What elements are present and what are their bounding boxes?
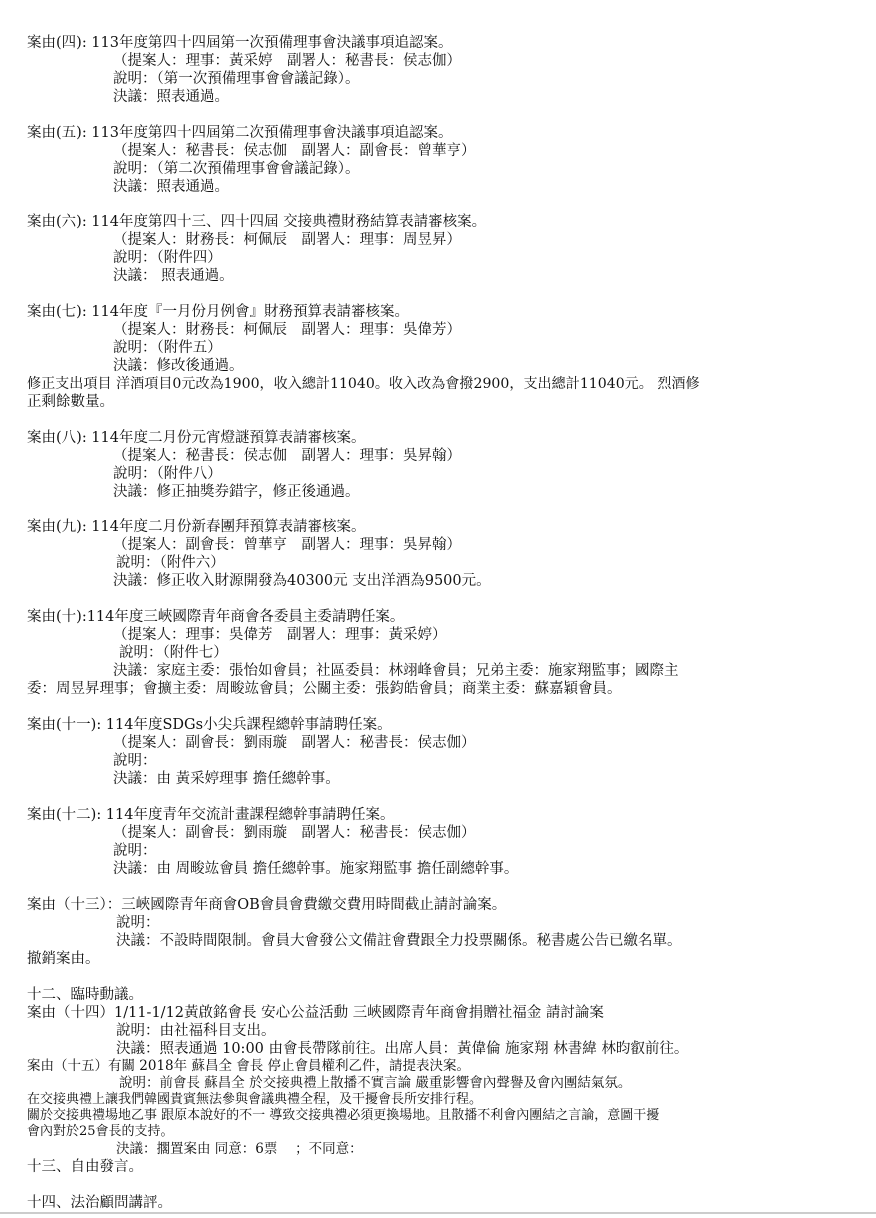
case-5-resolution: 決議：照表通過。 [113, 179, 229, 195]
case-6-title: 案由(六): 114年度第四十三、四十四屆 交接典禮財務結算表請審核案。 [27, 214, 487, 230]
case-11-note: 說明： [113, 753, 157, 769]
case-9-title: 案由(九): 114年度二月份新春團拜預算表請審核案。 [27, 519, 366, 535]
case-13-title: 案由（十三）：三峽國際青年商會OB會員會費繳交費用時間截止請討論案。 [27, 897, 507, 913]
case-5-proposer: （提案人：秘書長：侯志伽 副署人：副會長：曾華亨） [113, 143, 476, 159]
section-13-heading: 十三、自由發言。 [27, 1159, 143, 1175]
case-14-resolution: 決議：照表通過 10:00 由會長帶隊前往。出席人員：黃偉倫 施家翔 林書緯 林昀叡前往。 [116, 1041, 689, 1057]
case-10-resolution-line-1: 決議：家庭主委：張怡如會員；社區委員：林翊峰會員；兄弟主委：施家翔監事；國際主 [113, 663, 679, 679]
case-7-note: 說明：（附件五） [113, 340, 222, 356]
case-6-note: 說明：（附件四） [113, 250, 222, 266]
case-8-title: 案由(八): 114年度二月份元宵燈謎預算表請審核案。 [27, 430, 366, 446]
case-14-note: 說明：由社福科目支出。 [116, 1023, 276, 1039]
case-8-proposer: （提案人：秘書長：侯志伽 副署人：理事：吳昇翰） [113, 448, 461, 464]
case-12-note: 說明： [113, 843, 157, 859]
case-10-title: 案由(十):114年度三峽國際青年商會各委員主委請聘任案。 [27, 609, 405, 625]
case-15-resolution: 決議：擱置案由 同意：6票 ；不同意： [116, 1141, 363, 1157]
case-10-resolution-line-2: 委：周昱昇理事；會擴主委：周畯竑會員；公關主委：張鈞皓會員；商業主委：蘇嘉穎會員。 [27, 681, 622, 697]
case-8-note: 說明：（附件八） [113, 466, 222, 482]
section-12-heading: 十二、臨時動議。 [27, 987, 143, 1003]
case-5-note: 說明：（第二次預備理事會會議記錄）。 [113, 161, 360, 177]
case-6-resolution: 決議： 照表通過。 [113, 268, 234, 284]
case-11-title: 案由(十一): 114年度SDGs小尖兵課程總幹事請聘任案。 [27, 717, 392, 733]
case-13-resolution-line-1: 決議：不設時間限制。會員大會發公文備註會費跟全力投票關係。秘書處公告已繳名單。 [116, 933, 682, 949]
case-5-title: 案由(五): 113年度第四十四屆第二次預備理事會決議事項追認案。 [27, 125, 453, 141]
case-7-resolution: 決議：修改後通過。 [113, 358, 244, 374]
case-9-proposer: （提案人：副會長：曾華亨 副署人：理事：吳昇翰） [113, 537, 461, 553]
case-15-text-line-1: 在交接典禮上讓我們韓國貴賓無法參與會議典禮全程，及干擾會長所安排行程。 [27, 1092, 483, 1107]
case-15-text-line-3: 會內對於25會長的支持。 [27, 1124, 174, 1139]
case-13-note: 說明： [116, 915, 160, 931]
case-10-note: 說明：（附件七） [119, 645, 228, 661]
case-6-proposer: （提案人：財務長：柯佩辰 副署人：理事：周昱昇） [113, 232, 461, 248]
case-8-resolution: 決議：修正抽獎券錯字，修正後通過。 [113, 484, 360, 500]
case-12-title: 案由(十二): 114年度青年交流計畫課程總幹事請聘任案。 [27, 807, 395, 823]
case-11-proposer: （提案人：副會長：劉雨璇 副署人：秘書長：侯志伽） [113, 735, 476, 751]
case-9-resolution: 決議：修正收入財源開發為40300元 支出洋酒為9500元。 [113, 573, 491, 589]
case-12-resolution: 決議：由 周畯竑會員 擔任總幹事。施家翔監事 擔任副總幹事。 [113, 861, 519, 877]
case-4-title: 案由(四): 113年度第四十四屆第一次預備理事會決議事項追認案。 [27, 35, 453, 51]
case-11-resolution: 決議：由 黃采婷理事 擔任總幹事。 [113, 771, 340, 787]
case-15-title: 案由（十五）有關 2018年 蘇昌全 會長 停止會員權利乙件，請提表決案。 [27, 1058, 471, 1074]
case-13-resolution-line-2: 撤銷案由。 [27, 951, 100, 967]
case-12-proposer: （提案人：副會長：劉雨璇 副署人：秘書長：侯志伽） [113, 825, 476, 841]
case-10-proposer: （提案人：理事：吳偉芳 副署人：理事：黃采婷） [113, 627, 447, 643]
page-bottom-edge [0, 1212, 876, 1214]
case-9-note: 說明：（附件六） [116, 555, 225, 571]
case-4-resolution: 決議：照表通過。 [113, 89, 229, 105]
case-15-note: 說明：前會長 蘇昌全 於交接典禮上散播不實言論 嚴重影響會內聲譽及會內團結氣氛。 [119, 1075, 632, 1091]
case-7-title: 案由(七): 114年度『一月份月例會』財務預算表請審核案。 [27, 304, 409, 320]
case-15-text-line-2: 關於交接典禮場地乙事 跟原本說好的不一 導致交接典禮必須更換場地。且散播不利會內團結之言論，意圖干擾 [27, 1108, 660, 1123]
case-4-note: 說明：（第一次預備理事會會議記錄）。 [113, 71, 360, 87]
case-14-title: 案由（十四）1/11-1/12黃啟銘會長 安心公益活動 三峽國際青年商會捐贈社福金 請討論案 [27, 1005, 604, 1021]
case-7-proposer: （提案人：財務長：柯佩辰 副署人：理事：吳偉芳） [113, 322, 461, 338]
case-7-amendment-line-2: 正剩餘數量。 [27, 394, 114, 410]
case-7-amendment-line-1: 修正支出項目 洋酒項目0元改為1900，收入總計11040。收入改為會撥2900，支出總計11040元。 烈酒修 [27, 376, 700, 392]
section-14-heading: 十四、法治顧問講評。 [27, 1195, 172, 1211]
case-4-proposer: （提案人：理事：黃采婷 副署人：秘書長：侯志伽） [113, 53, 461, 69]
